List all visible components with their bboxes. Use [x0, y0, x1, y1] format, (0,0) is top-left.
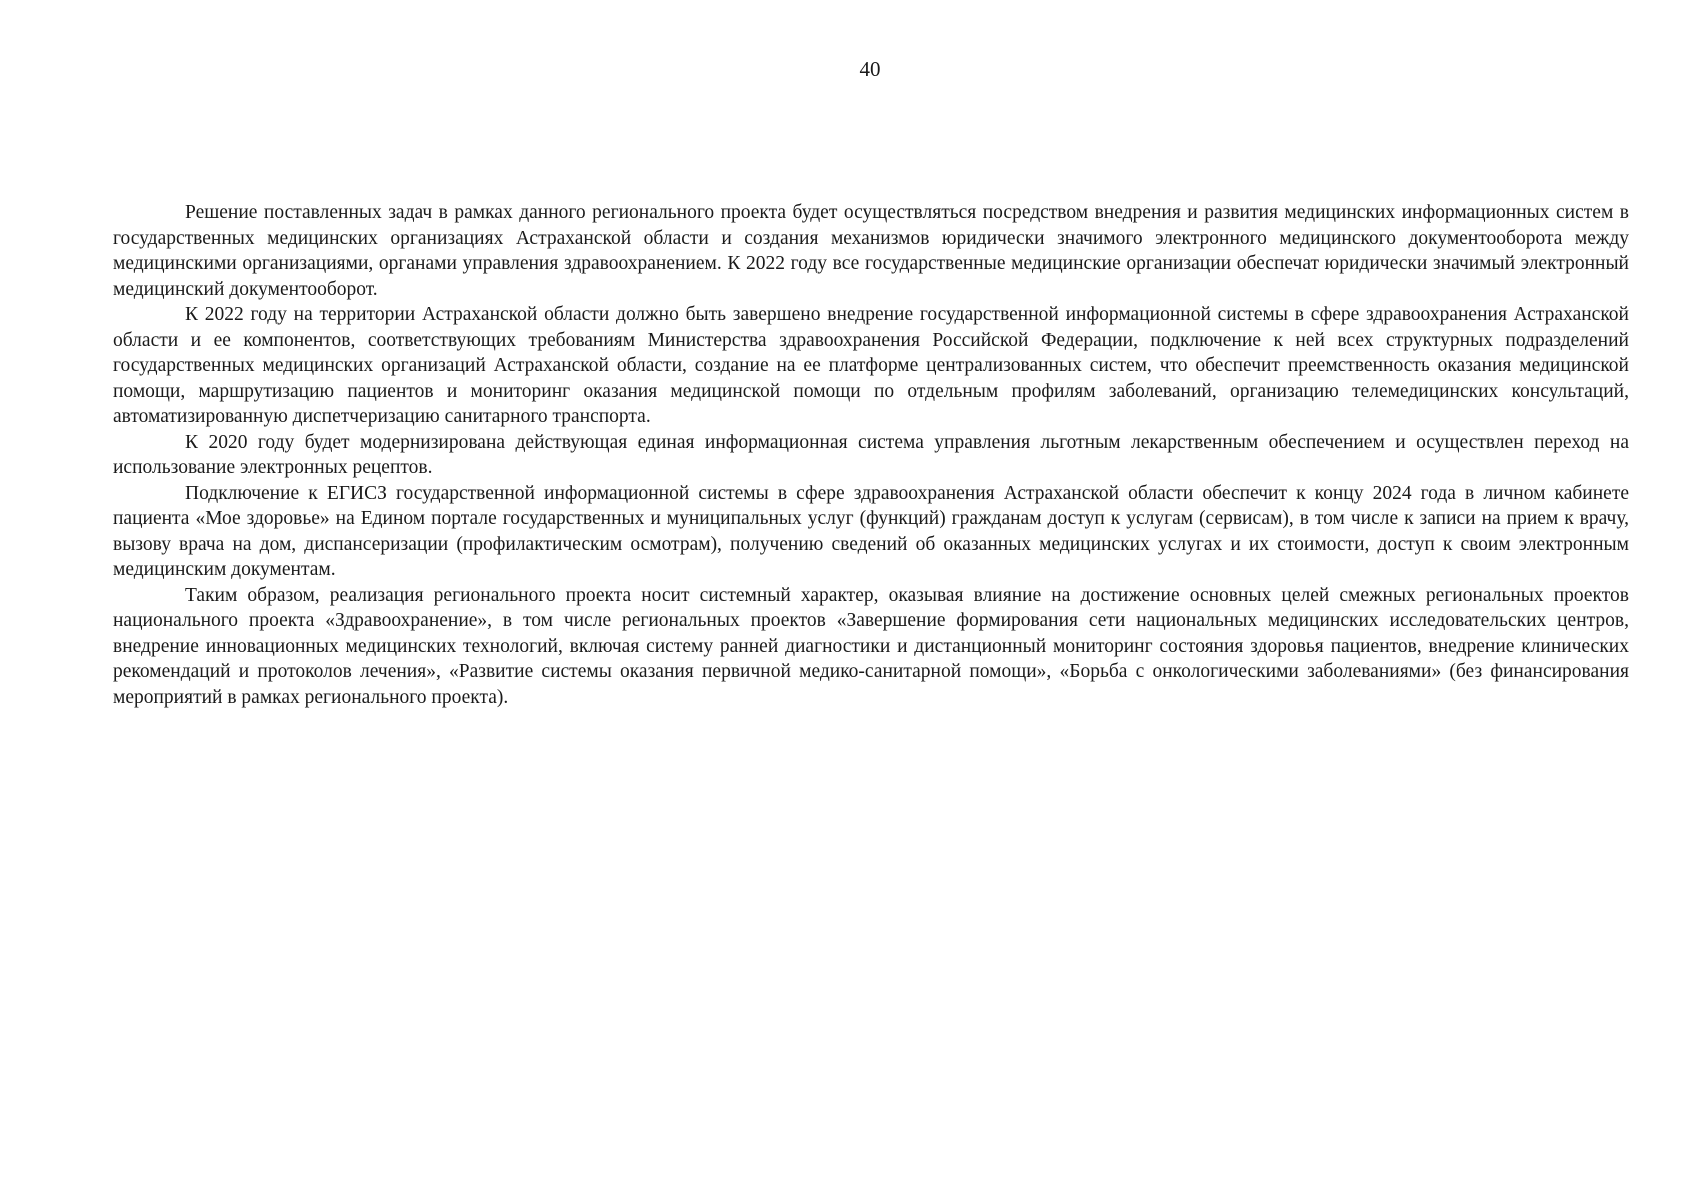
paragraph: Решение поставленных задач в рамках данного регионального проекта будет осуществляться посредством внедрения и развития медицинских информационных систем в государственных медицинских организациях Астраханской области и создания механизмов юридически значимого электронного медицинского документооборота между медицинскими организациями, органами управления здравоохранением. К 2022 году все государственные медицинские организации обеспечат юридически значимый электронный медицинский документооборот. — [113, 202, 1629, 300]
body-text — [113, 200, 1629, 710]
paragraph: К 2020 году будет модернизирована действующая единая информационная система управления льготным лекарственным обеспечением и осуществлен переход на использование электронных рецептов. — [113, 431, 1629, 478]
paragraph: Таким образом, реализация регионального проекта носит системный характер, оказывая влияние на достижение основных целей смежных региональных проектов национального проекта «Здравоохранение», в том числе региональных проектов «Завершение формирования сети национальных медицинских исследовательских центров, внедрение инновационных медицинских технологий, включая систему ранней диагностики и дистанционный мониторинг состояния здоровья пациентов, внедрение клинических рекомендаций и протоколов лечения», «Развитие системы оказания первичной медико-санитарной помощи», «Борьба с онкологическими заболеваниями» (без финансирования мероприятий в рамках регионального проекта). — [113, 584, 1629, 708]
paragraph: Подключение к ЕГИСЗ государственной информационной системы в сфере здравоохранения Астраханской области обеспечит к концу 2024 года в личном кабинете пациента «Мое здоровье» на Едином портале государственных и муниципальных услуг (функций) гражданам доступ к услугам (сервисам), в том числе к записи на прием к врачу, вызову врача на дом, диспансеризации (профилактическим осмотрам), получению сведений об оказанных медицинских услугах и их стоимости, доступ к своим электронным медицинским документам. — [113, 482, 1629, 580]
paragraph: К 2022 году на территории Астраханской области должно быть завершено внедрение государственной информационной системы в сфере здравоохранения Астраханской области и ее компонентов, соответствующих требованиям Министерства здравоохранения Российской Федерации, подключение к ней всех структурных подразделений государственных медицинских организаций Астраханской области, создание на ее платформе централизованных систем, что обеспечит преемственность оказания медицинской помощи, маршрутизацию пациентов и мониторинг оказания медицинской помощи по отдельным профилям заболеваний, организацию телемедицинских консультаций, автоматизированную диспетчеризацию санитарного транспорта. — [113, 304, 1629, 427]
page-number: 40 — [859, 57, 881, 81]
